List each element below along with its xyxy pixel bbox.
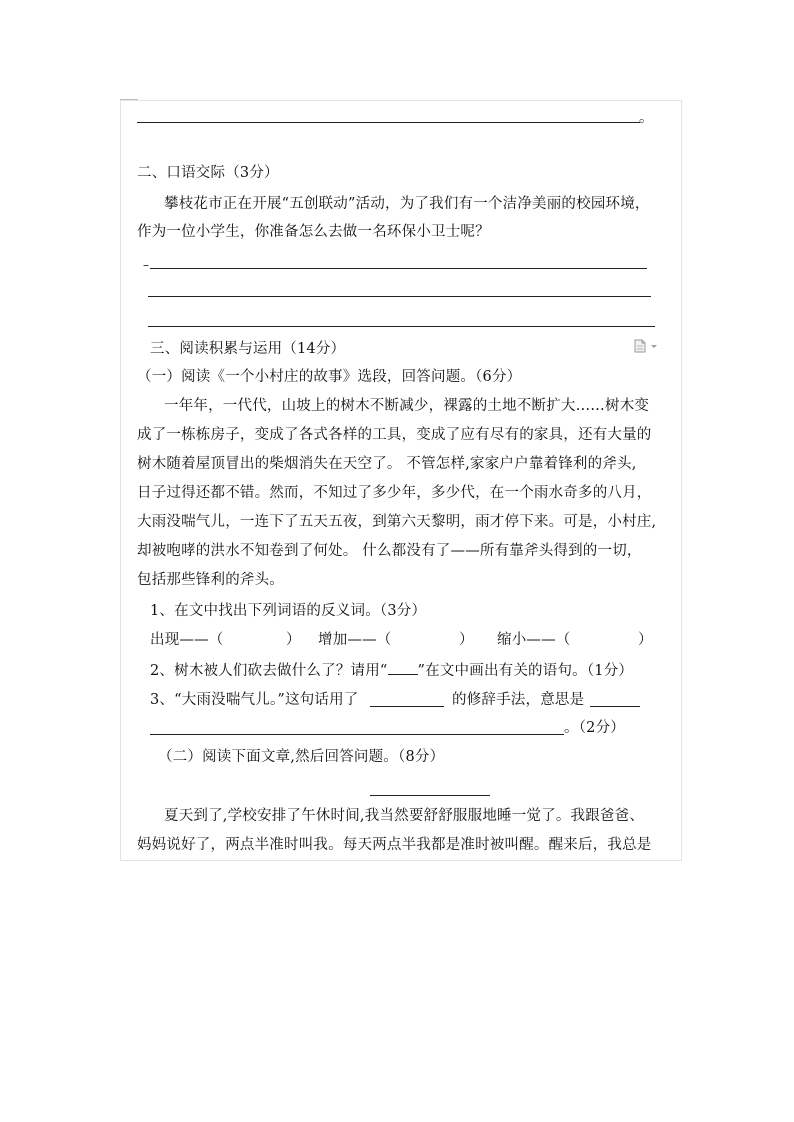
passage-line-6: 却被咆哮的洪水不知卷到了何处。 什么都没有了——所有靠斧头得到的一切， [137, 543, 642, 559]
answer-line-1 [150, 268, 647, 269]
answer-line-3 [148, 326, 655, 327]
answer-line-top [137, 122, 640, 123]
question-3-blank-2 [590, 706, 640, 707]
antonym-item-2-close: ） [459, 632, 474, 648]
question-3-part-b: 的修辞手法，意思是 [452, 692, 585, 708]
question-2-part-a: 2、树木被人们砍去做什么了？请用“ [150, 663, 388, 679]
section3-title: 三、阅读积累与运用（14分） [150, 341, 346, 357]
passage-line-2: 成了一栋栋房子，变成了各式各样的工具，变成了应有尽有的家具，还有大量的 [137, 427, 652, 443]
part1-heading: （一）阅读《一个小村庄的故事》选段，回答问题。（6分） [137, 369, 522, 385]
passage-line-4: 日子过得还都不错。然而，不知过了多少年，多少代，在一个雨水奇多的八月， [137, 485, 652, 501]
question-2-part-b: ”在文中画出有关的语句。（1分） [417, 663, 634, 679]
article-line-1: 夏天到了,学校安排了午休时间,我当然要舒舒服服地睡一觉了。我跟爸爸、 [164, 808, 645, 824]
answer-line-2 [148, 296, 651, 297]
article-title-blank [370, 795, 490, 796]
question-3-blank-1 [370, 706, 444, 707]
passage-line-3: 树木随着屋顶冒出的柴烟消失在天空了。 不管怎样,家家户户靠着锋利的斧头, [137, 456, 637, 472]
article-line-2: 妈妈说好了，两点半准时叫我。每天两点半我都是准时被叫醒。醒来后，我总是 [137, 837, 652, 853]
question-2-blank [388, 660, 418, 675]
question-1: 1、在文中找出下列词语的反义词。（3分） [150, 603, 427, 619]
antonym-item-3-label: 缩小——（ [497, 632, 571, 648]
answer-line-dash: – [143, 258, 150, 272]
passage-line-7: 包括那些锋利的斧头。 [137, 572, 284, 588]
document-options-icon[interactable] [633, 339, 659, 353]
passage-line-1: 一年年，一代代，山坡上的树木不断减少，裸露的土地不断扩大……树木变 [164, 398, 650, 414]
question-3-answer-line [150, 734, 564, 735]
antonym-item-1-label: 出现——（ [150, 632, 224, 648]
passage-line-5: 大雨没喘气儿，一连下了五天五夜，到第六天黎明，雨才停下来。可是，小村庄, [137, 514, 657, 530]
sentence-end-mark: 。 [639, 110, 654, 126]
part2-heading: （二）阅读下面文章,然后回答问题。（8分） [158, 749, 445, 765]
section2-paragraph-line-1: 攀枝花市正在开展“五创联动”活动，为了我们有一个洁净美丽的校园环境， [164, 196, 650, 212]
antonym-item-3-close: ） [638, 632, 653, 648]
question-3-part-a: 3、“大雨没喘气儿。”这句话用了 [150, 692, 359, 708]
antonym-item-1-close: ） [286, 632, 301, 648]
antonym-item-2-label: 增加——（ [318, 632, 392, 648]
section2-title: 二、口语交际（3分） [137, 165, 279, 181]
question-3-end: 。（2分） [564, 720, 625, 736]
question-2 [150, 660, 633, 681]
section2-paragraph-line-2: 作为一位小学生，你准备怎么去做一名环保小卫士呢？ [137, 224, 490, 240]
